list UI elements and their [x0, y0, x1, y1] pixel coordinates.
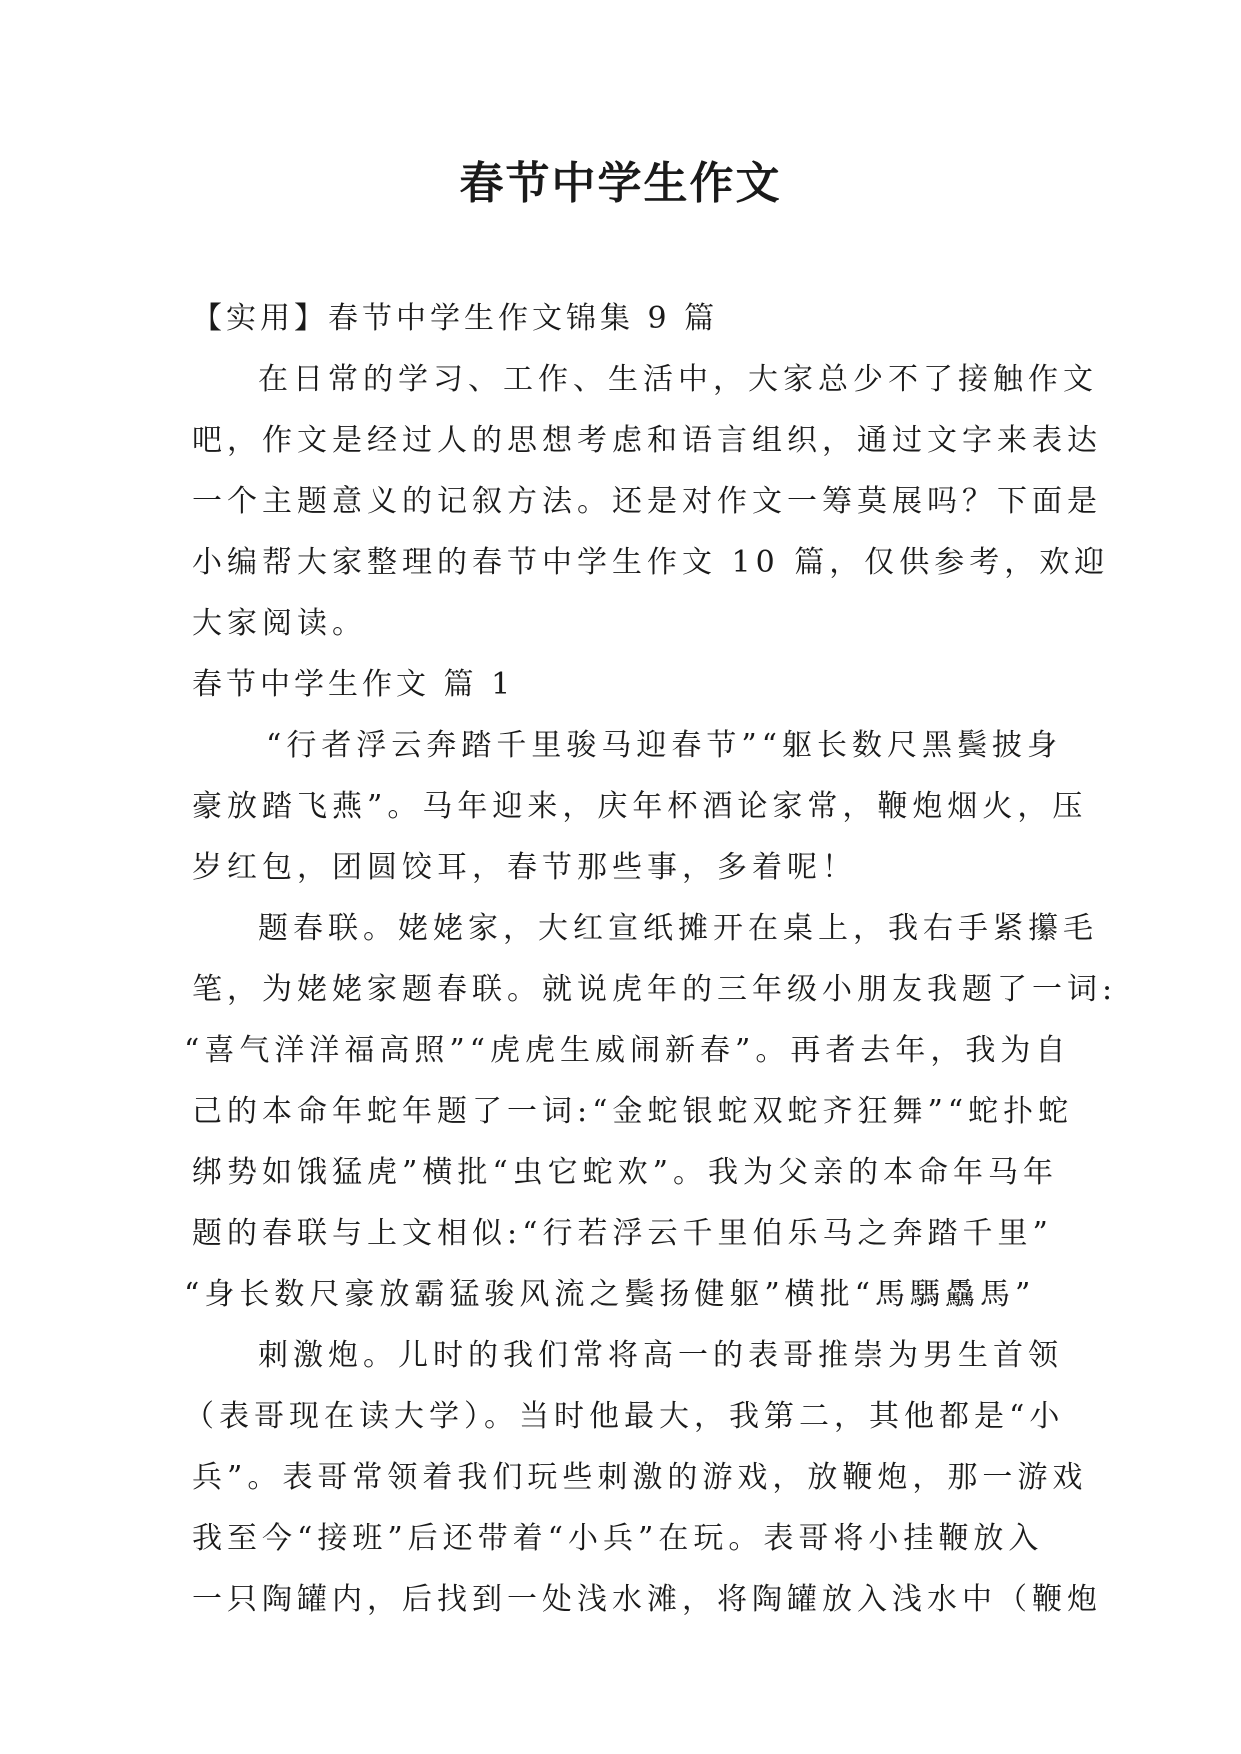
- paragraph-line: “行者浮云奔踏千里骏马迎春节”“躯长数尺黑鬓披身: [266, 728, 1063, 763]
- paragraph-line: 一个主题意义的记叙方法。还是对作文一筹莫展吗？下面是: [192, 484, 1102, 519]
- paragraph-line: 笔，为姥姥家题春联。就说虎年的三年级小朋友我题了一词:: [192, 972, 1118, 1007]
- paragraph-line: 刺激炮。儿时的我们常将高一的表哥推崇为男生首领: [258, 1338, 1063, 1373]
- paragraph-line: 在日常的学习、工作、生活中，大家总少不了接触作文: [258, 362, 1098, 397]
- subtitle-line: 【实用】春节中学生作文锦集 9 篇: [192, 301, 719, 336]
- paragraph-line: 吧，作文是经过人的思想考虑和语言组织，通过文字来表达: [192, 423, 1102, 458]
- paragraph-line: 题春联。姥姥家，大红宣纸摊开在桌上，我右手紧攥毛: [258, 911, 1098, 946]
- paragraph-line: “身长数尺豪放霸猛骏风流之鬓扬健躯”横批“馬騳驫馬”: [184, 1277, 1036, 1312]
- paragraph-line: 豪放踏飞燕”。马年迎来，庆年杯酒论家常，鞭炮烟火，压: [192, 789, 1088, 824]
- section-heading: 春节中学生作文 篇 1: [192, 667, 515, 702]
- paragraph-line: 己的本命年蛇年题了一词:“金蛇银蛇双蛇齐狂舞”“蛇扑蛇: [192, 1094, 1074, 1129]
- paragraph-line: 小编帮大家整理的春节中学生作文 10 篇，仅供参考，欢迎: [192, 545, 1110, 580]
- paragraph-line: 兵”。表哥常领着我们玩些刺激的游戏，放鞭炮，那一游戏: [192, 1460, 1088, 1495]
- paragraph-line: 大家阅读。: [192, 606, 367, 641]
- paragraph-line: 绑势如饿猛虎”横批“虫它蛇欢”。我为父亲的本命年马年: [192, 1155, 1059, 1190]
- paragraph-line: 岁红包，团圆饺耳，春节那些事，多着呢！: [192, 850, 857, 885]
- paragraph-line: （表哥现在读大学）。当时他最大，我第二，其他都是“小: [184, 1399, 1065, 1434]
- paragraph-line: 一只陶罐内，后找到一处浅水滩，将陶罐放入浅水中（鞭炮: [192, 1582, 1102, 1617]
- paragraph-line: 题的春联与上文相似:“行若浮云千里伯乐马之奔踏千里”: [192, 1216, 1053, 1251]
- paragraph-line: 我至今“接班”后还带着“小兵”在玩。表哥将小挂鞭放入: [192, 1521, 1044, 1556]
- document-body: [184, 288, 1118, 1630]
- paragraph-line: “喜气洋洋福高照”“虎虎生威闹新春”。再者去年，我为自: [184, 1033, 1071, 1068]
- document-title: 春节中学生作文: [459, 158, 782, 209]
